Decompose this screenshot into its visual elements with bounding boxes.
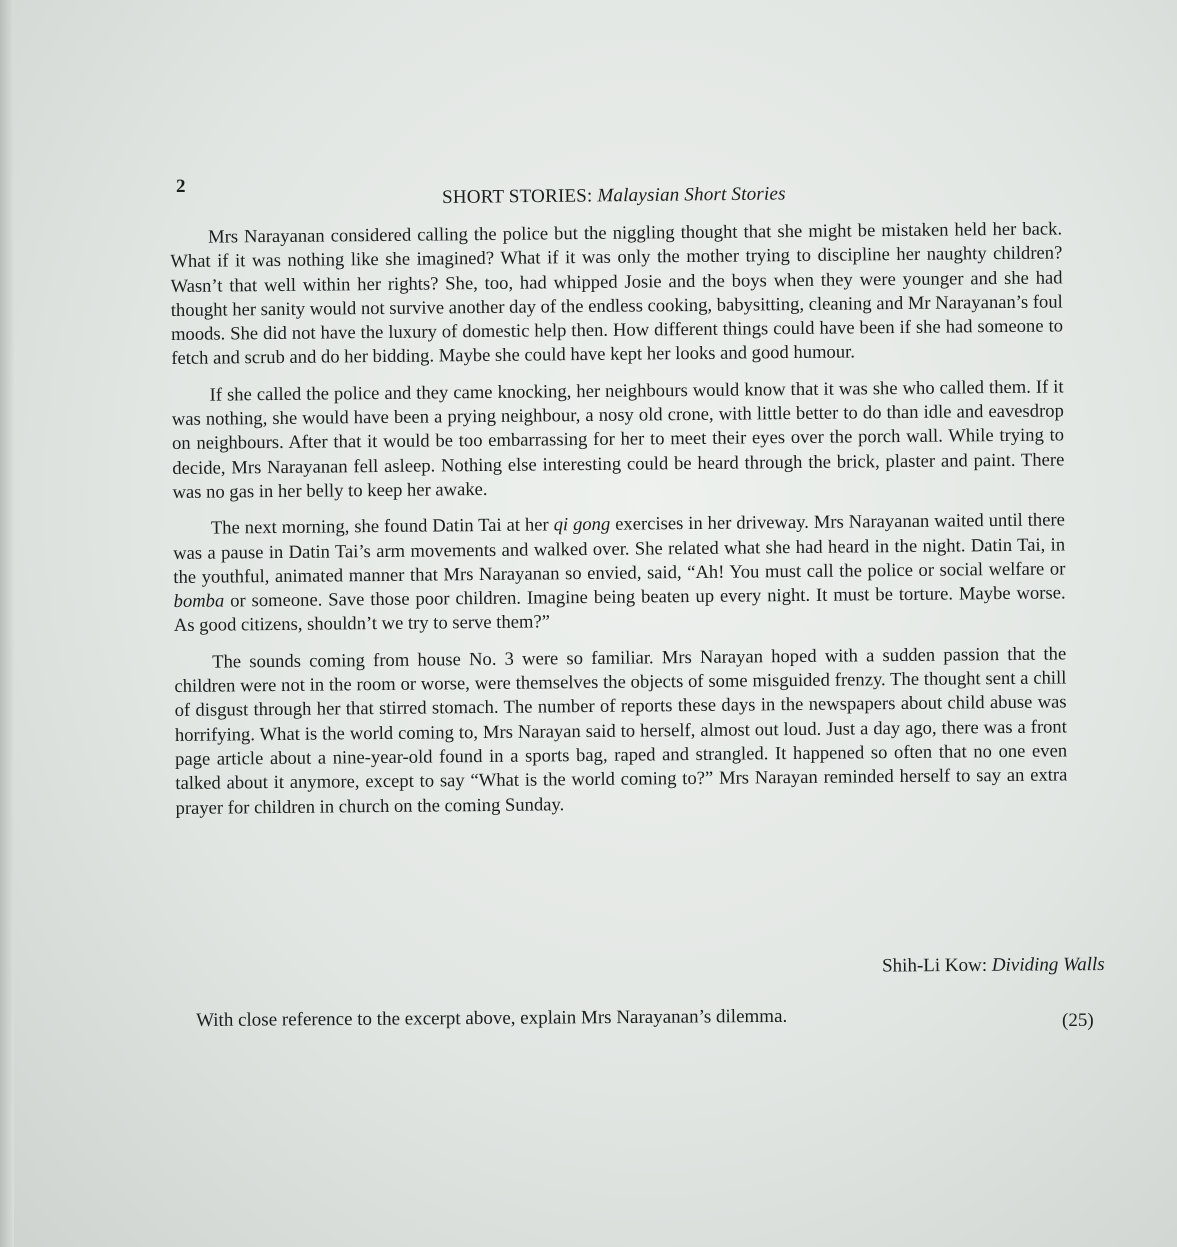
excerpt-body xyxy=(170,217,1068,832)
paragraph-3 xyxy=(173,509,1066,639)
citation-author: Shih-Li Kow: xyxy=(882,954,993,977)
paragraph-1: Mrs Narayanan considered calling the police but the niggling thought that she might be mistaken held her back. What if it was nothing like she imagined? What if it was only the mother trying to discipline her naughty children? Wasn’t that well within her rights? She, too, had whipped Josie and the boys when they were younger and she had thought her sanity would not survive another day of the endless cooking, babysitting, cleaning and Mr Narayanan’s foul moods. She did not have the luxury of domestic help then. How different things could have been if she had someone to fetch and scrub and do her bidding. Maybe she could have kept her looks and good humour. xyxy=(170,218,1064,370)
citation-work: Dividing Walls xyxy=(992,954,1106,976)
header-title: SHORT STORIES: xyxy=(442,185,598,208)
source-citation xyxy=(882,954,1105,978)
term-qi-gong: qi gong xyxy=(553,514,611,536)
paragraph-4: The sounds coming from house No. 3 were so familiar. Mrs Narayan hoped with a sudden passion that the children were not in the room or worse, were themselves the objects of some misguided frenzy. The thought sent a chill of disgust through her that stirred stomach. The number of reports these days in the newspapers about child abuse was horrifying. What is the world coming to, Mrs Narayan said to herself, almost out loud. Just a day ago, there was a front page article about a nine-year-old found in a sports bag, raped and strangled. It happened so often that no one even talked about it anymore, except to say “What is the world coming to?” Mrs Narayan reminded herself to say an extra prayer for children in church on the coming Sunday. xyxy=(174,643,1068,819)
question-marks: (25) xyxy=(1062,1010,1094,1031)
exam-question: With close reference to the excerpt above, explain Mrs Narayanan’s dilemma. xyxy=(196,1005,788,1031)
running-header xyxy=(442,183,786,209)
page-number: 2 xyxy=(176,176,186,197)
paragraph-3-part-b: exercises in her driveway. Mrs Narayanan waited until there was a pause in Datin Tai’s arm movements and walked over. She related what she had heard in the night. Datin Tai, in the youthful, animated manner that Mrs Narayanan so envied, said, “Ah! You must call the police or social welfare or xyxy=(173,509,1066,588)
page-edge-shadow xyxy=(0,0,14,1247)
paragraph-2: If she called the police and they came knocking, her neighbours would know that it was she who called them. If it was nothing, she would have been a prying neighbour, a nosy old crone, with little better to do than idle and eavesdrop on neighbours. After that it would be too embarrassing for her to meet their eyes over the porch wall. While trying to decide, Mrs Narayanan fell asleep. Nothing else interesting could be heard through the brick, plaster and paint. There was no gas in her belly to keep her awake. xyxy=(171,376,1065,503)
header-subtitle: Malaysian Short Stories xyxy=(597,183,786,207)
paragraph-3-part-a: The next morning, she found Datin Tai at her xyxy=(210,514,554,539)
term-bomba: bomba xyxy=(173,590,225,613)
paragraph-3-part-c: or someone. Save those poor children. Imagine being beaten up every night. It must be torture. Maybe worse. As good citizens, shouldn’t we try to serve them?” xyxy=(173,582,1066,637)
